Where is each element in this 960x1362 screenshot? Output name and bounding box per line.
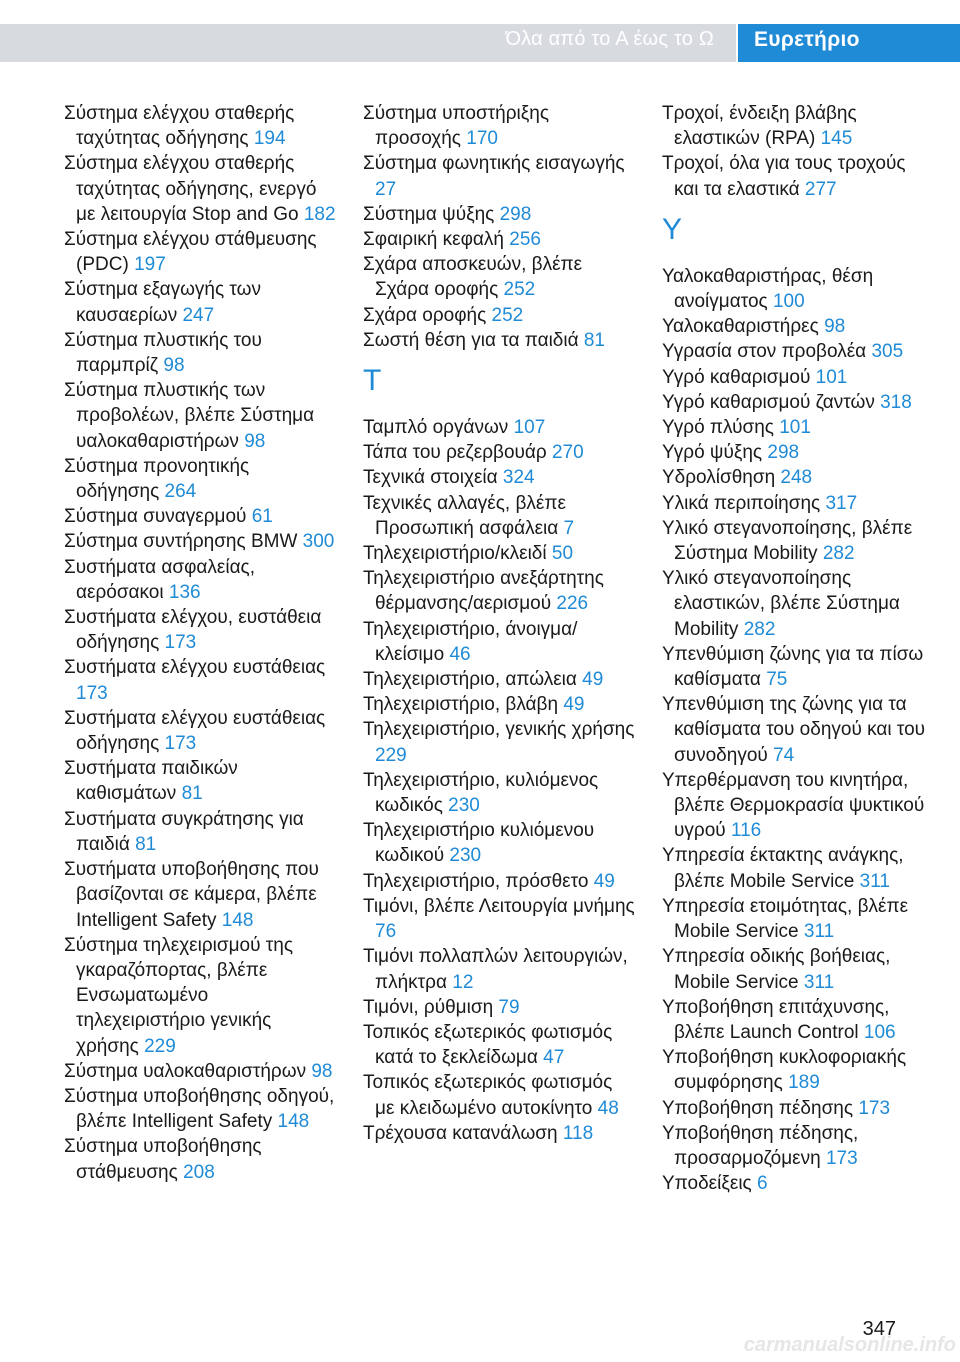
index-entry	[64, 454, 336, 504]
page-link[interactable]: 230	[448, 795, 480, 817]
index-entry-term: Σύστημα εξαγωγής των καυσαερίων	[64, 279, 262, 326]
index-entry	[662, 365, 934, 390]
index-entry	[662, 465, 934, 490]
index-entry-term: Τοπικός εξωτερικός φωτισμός κατά το ξεκλείδωμα	[363, 1021, 613, 1069]
page-link[interactable]: 74	[773, 744, 795, 766]
index-entry	[64, 277, 336, 327]
index-entry	[363, 491, 635, 541]
page-link[interactable]: 98	[163, 355, 185, 377]
index-entry-term: Σχάρα οροφής	[363, 304, 492, 326]
page-link[interactable]: 197	[134, 254, 166, 276]
index-entry	[662, 314, 934, 339]
index-entry-term: Τάπα του ρεζερβουάρ	[363, 442, 552, 464]
index-entry	[662, 1096, 934, 1121]
page-link[interactable]: 12	[452, 971, 474, 993]
page-link[interactable]: 50	[551, 543, 574, 565]
index-entry	[363, 252, 635, 302]
index-entry	[64, 555, 336, 605]
index-entry	[363, 328, 635, 353]
index-entry	[662, 101, 934, 151]
index-entry	[363, 995, 635, 1020]
index-entry	[363, 227, 635, 252]
index-entry	[662, 151, 934, 201]
index-entry	[662, 339, 934, 364]
index-entry	[662, 1121, 934, 1171]
page-footer	[0, 1330, 960, 1362]
page-link[interactable]: 282	[822, 543, 855, 565]
page-link[interactable]: 98	[244, 430, 266, 452]
page-link[interactable]: 324	[502, 467, 535, 489]
index-entry-term: Σύστημα πλυστικής των προβολέων, βλέπε Σύστημα υαλοκαθαριστήρων	[64, 380, 315, 452]
index-entry	[363, 202, 635, 227]
index-entry	[363, 818, 635, 868]
index-entry-term: Υπηρεσία οδικής βοήθειας, Mobile Service	[662, 946, 891, 993]
index-entry-term: Συστήματα υποβοήθησης που βασίζονται σε κάμερα, βλέπε Intelligent Safety	[64, 859, 319, 931]
index-entry	[363, 541, 635, 566]
page-link[interactable]: 101	[779, 417, 811, 439]
index-entry-term: Συστήματα συγκράτησης για παιδιά	[64, 808, 304, 855]
index-entry-term: Σύστημα συντήρησης BMW	[64, 531, 303, 553]
index-tab-label: Ευρετήριο	[754, 28, 860, 51]
index-entry	[363, 440, 635, 465]
index-entry	[662, 944, 934, 994]
index-entry	[64, 328, 336, 378]
page-link[interactable]: 208	[183, 1161, 215, 1183]
index-entry-term: Υδρολίσθηση	[662, 467, 781, 489]
page-link[interactable]: 229	[144, 1035, 176, 1057]
index-entry-term: Υαλοκαθαριστήρας, θέση ανοίγματος	[662, 265, 874, 313]
index-entry	[64, 1059, 336, 1084]
index-entry-term: Υπηρεσία έκτακτης ανάγκης, βλέπε Mobile Service	[662, 845, 904, 892]
page-link[interactable]: 118	[562, 1122, 594, 1144]
index-entry	[64, 1134, 336, 1184]
index-entry-term: Σύστημα υποβοήθησης στάθμευσης	[64, 1136, 262, 1183]
page-link[interactable]: 189	[788, 1072, 820, 1094]
index-entry-term: Τεχνικές αλλαγές, βλέπε Προσωπική ασφάλεια	[363, 492, 566, 539]
index-entry-term: Τηλεχειριστήριο κυλιόμενου κωδικού	[363, 820, 595, 867]
edition-note: Online Edition for Part no. 01402977636 - II/17	[304, 1334, 702, 1355]
index-entry	[64, 605, 336, 655]
page-link[interactable]: 76	[375, 921, 397, 943]
index-entry-term: Υποβοήθηση επιτάχυνσης, βλέπε Launch Control	[662, 996, 890, 1043]
index-entry-term: Τηλεχειριστήριο, βλάβη	[363, 694, 564, 716]
index-entry	[662, 1045, 934, 1095]
page-link[interactable]: 48	[597, 1097, 619, 1119]
index-entry	[64, 504, 336, 529]
index-entry	[363, 617, 635, 667]
index-entry-term: Υγρό πλύσης	[662, 417, 780, 439]
index-entry-term: Τηλεχειριστήριο, πρόσθετο	[363, 870, 594, 892]
index-entry	[64, 101, 336, 151]
index-entry-term: Υπενθύμιση ζώνης για τα πίσω καθίσματα	[662, 643, 924, 691]
index-entry	[64, 706, 336, 756]
page-link[interactable]: 194	[253, 128, 286, 150]
index-entry-term: Τηλεχειριστήριο, άνοιγμα/κλείσιμο	[363, 618, 578, 665]
page-link[interactable]: 170	[466, 128, 498, 150]
index-entry	[64, 807, 336, 857]
index-entry-term: Ταμπλό οργάνων	[363, 417, 514, 439]
page-link[interactable]: 270	[551, 442, 584, 464]
index-entry	[363, 894, 635, 944]
index-entry-term: Σύστημα ελέγχου σταθερής ταχύτητας οδήγησης, ενεργό με λειτουργία Stop and Go	[64, 153, 317, 225]
page-link[interactable]: 81	[583, 329, 605, 351]
index-entry	[662, 843, 934, 893]
index-entry-term: Τηλεχειριστήριο, κυλιόμενος κωδικός	[363, 769, 599, 817]
index-entry	[363, 1020, 635, 1070]
letter-heading-y: Υ	[662, 212, 683, 246]
index-entry-term: Σύστημα τηλεχειρισμού της γκαραζόπορτας, βλέπε Ενσωματωμένο τηλεχειριστήριο γενικής χρήσης	[64, 934, 294, 1057]
index-group-y	[662, 264, 934, 1197]
index-entry	[363, 465, 635, 490]
index-entry-term: Σχάρα αποσκευών, βλέπε Σχάρα οροφής	[363, 254, 583, 301]
index-entry	[363, 768, 635, 818]
index-entry-term: Σύστημα ελέγχου στάθμευσης (PDC)	[64, 229, 317, 276]
page-link[interactable]: 173	[164, 632, 197, 654]
letter-heading-t: Τ	[363, 364, 382, 398]
page-link[interactable]: 298	[499, 203, 532, 225]
index-entry-term: Τιμόνι, βλέπε Λειτουργία μνήμης	[363, 895, 635, 917]
watermark: carmanualsonline.info	[743, 1334, 956, 1356]
index-entry-term: Συστήματα ελέγχου, ευστάθεια οδήγησης	[64, 607, 322, 654]
index-entry-term: Σύστημα υποστήριξης προσοχής	[363, 103, 550, 150]
index-entry-term: Υποβοήθηση κυκλοφοριακής συμφόρησης	[662, 1047, 907, 1094]
page-link[interactable]: 81	[135, 833, 157, 855]
index-entry-term: Σύστημα υαλοκαθαριστήρων	[64, 1060, 312, 1082]
index-entry	[662, 390, 934, 415]
index-entry	[662, 692, 934, 768]
page-link[interactable]: 145	[820, 128, 853, 150]
index-entry	[363, 869, 635, 894]
index-entry-term: Υγρό ψύξης	[662, 442, 768, 464]
index-entry-term: Υπηρεσία ετοιμότητας, βλέπε Mobile Service	[662, 895, 909, 943]
index-entry	[363, 151, 635, 201]
index-entry-term: Συστήματα παιδικών καθισμάτων	[64, 758, 238, 805]
index-entry	[662, 566, 934, 642]
page-link[interactable]: 98	[311, 1060, 333, 1082]
index-entry	[662, 440, 934, 465]
page-link[interactable]: 7	[563, 517, 575, 539]
index-tab[interactable]	[738, 24, 960, 62]
index-entry-term: Σύστημα προνοητικής οδήγησης	[64, 455, 250, 503]
index-entry	[662, 768, 934, 844]
index-entry-term: Υγρό καθαρισμού	[662, 366, 816, 388]
index-entry	[64, 378, 336, 454]
index-group-t	[363, 415, 635, 1146]
index-entry	[363, 692, 635, 717]
index-entry	[64, 529, 336, 554]
page-link[interactable]: 107	[513, 417, 546, 439]
page-link[interactable]: 6	[756, 1173, 768, 1195]
page-link[interactable]: 27	[375, 178, 397, 200]
index-entry	[64, 151, 336, 227]
index-entry	[64, 857, 336, 933]
index-entry-term: Τηλεχειριστήριο, γενικής χρήσης	[363, 719, 635, 741]
index-entry	[363, 303, 635, 328]
index-entry-term: Υλικό στεγανοποίησης ελαστικών, βλέπε Σύστημα Mobility	[662, 568, 900, 640]
page-link[interactable]: 173	[76, 682, 108, 704]
page-link[interactable]: 256	[509, 229, 541, 251]
index-entry	[64, 655, 336, 705]
index-entry	[363, 667, 635, 692]
index-entry-term: Σύστημα ελέγχου σταθερής ταχύτητας οδήγησης	[64, 103, 295, 150]
index-entry-term: Τροχοί, ένδειξη βλάβης ελαστικών (RPA)	[662, 103, 857, 150]
page-link[interactable]: 173	[825, 1147, 858, 1169]
page-link[interactable]: 230	[449, 845, 482, 867]
index-entry-term: Τροχοί, όλα για τους τροχούς και τα ελαστικά	[662, 153, 906, 200]
page-link[interactable]: 49	[582, 669, 604, 691]
page-link[interactable]: 116	[730, 820, 762, 842]
index-entry-term: Σύστημα υποβοήθησης οδηγού, βλέπε Intelligent Safety	[64, 1085, 335, 1133]
page-link[interactable]: 148	[277, 1111, 310, 1133]
index-entry-term: Συστήματα ασφαλείας, αερόσακοι	[64, 556, 255, 603]
index-entry-term: Σύστημα ψύξης	[363, 203, 500, 225]
index-entry-term: Σύστημα συναγερμού	[64, 506, 252, 528]
index-entry-term: Τιμόνι πολλαπλών λειτουργιών, πλήκτρα	[363, 946, 628, 993]
page-link[interactable]: 61	[251, 506, 273, 528]
index-entry-term: Σωστή θέση για τα παιδιά	[363, 329, 584, 351]
index-entry-term: Υγρό καθαρισμού ζαντών	[662, 391, 881, 413]
index-entry-term: Συστήματα ελέγχου ευστάθειας οδήγησης	[64, 707, 326, 755]
page-link[interactable]: 264	[164, 481, 197, 503]
index-entry	[662, 894, 934, 944]
index-entry-term: Τοπικός εξωτερικός φωτισμός με κλειδωμένο αυτοκίνητο	[363, 1072, 613, 1119]
page-link[interactable]: 101	[815, 366, 848, 388]
page-link[interactable]: 81	[181, 783, 203, 805]
page-link[interactable]: 300	[302, 531, 335, 553]
index-entry	[363, 1070, 635, 1120]
index-entry	[662, 1171, 934, 1196]
index-entry	[363, 415, 635, 440]
index-entry-term: Σύστημα φωνητικής εισαγωγής	[363, 153, 625, 175]
page-link[interactable]: 282	[743, 618, 776, 640]
index-column-1	[64, 101, 336, 1185]
index-entry-term: Υπερθέρμανση του κινητήρα, βλέπε Θερμοκρασία ψυκτικού υγρού	[662, 769, 925, 842]
page-number: 347	[862, 1318, 896, 1340]
index-entry-term: Τηλεχειριστήριο/κλειδί	[363, 543, 552, 565]
index-entry-term: Τεχνικά στοιχεία	[363, 467, 503, 489]
index-entry-term: Υπενθύμιση της ζώνης για τα καθίσματα του οδηγού και του συνοδηγού	[662, 694, 926, 766]
page-link[interactable]: 252	[503, 279, 536, 301]
index-entry-term: Υλικά περιποίησης	[662, 492, 826, 514]
index-entry	[662, 642, 934, 692]
index-group-t-end	[662, 101, 934, 202]
index-entry	[363, 1121, 635, 1146]
index-entry-term: Τηλεχειριστήριο ανεξάρτητης θέρμανσης/αερισμού	[363, 568, 604, 615]
index-entry-term: Σφαιρική κεφαλή	[363, 229, 510, 251]
index-entry	[363, 566, 635, 616]
index-entry	[64, 1084, 336, 1134]
page-link[interactable]: 49	[563, 694, 585, 716]
index-entry	[662, 415, 934, 440]
index-entry-term: Υλικό στεγανοποίησης, βλέπε Σύστημα Mobility	[662, 517, 913, 565]
page-link[interactable]: 79	[498, 996, 520, 1018]
index-entry-term: Τηλεχειριστήριο, απώλεια	[363, 669, 583, 691]
index-entry-term: Υποβοήθηση πέδησης	[662, 1097, 859, 1119]
index-entry-term: Υποβοήθηση πέδησης, προσαρμοζόμενη	[662, 1122, 859, 1169]
page-link[interactable]: 148	[221, 909, 254, 931]
page-link[interactable]: 252	[491, 304, 524, 326]
index-entry	[662, 264, 934, 314]
section-title: Όλα από το Α έως το Ω	[505, 28, 714, 50]
index-entry-term: Τιμόνι, ρύθμιση	[363, 996, 499, 1018]
page-link[interactable]: 98	[824, 316, 846, 338]
page-link[interactable]: 106	[863, 1021, 896, 1043]
page-link[interactable]: 173	[164, 733, 197, 755]
index-column-3	[662, 101, 934, 1196]
page-link[interactable]: 49	[593, 870, 615, 892]
index-entry	[363, 717, 635, 767]
index-entry	[363, 101, 635, 151]
page-link[interactable]: 318	[880, 391, 912, 413]
page-link[interactable]: 182	[303, 203, 336, 225]
page-link[interactable]: 311	[803, 971, 835, 993]
page-link[interactable]: 229	[375, 744, 407, 766]
page-link[interactable]: 247	[182, 304, 215, 326]
index-entry-term: Υγρασία στον προβολέα	[662, 341, 872, 363]
page-link[interactable]: 311	[859, 870, 890, 892]
index-columns	[64, 101, 944, 1271]
index-entry-term: Υποδείξεις	[662, 1173, 757, 1195]
page-link[interactable]: 173	[858, 1097, 891, 1119]
index-entry	[662, 491, 934, 516]
page-link[interactable]: 75	[766, 669, 788, 691]
index-entry	[662, 995, 934, 1045]
page-link[interactable]: 46	[449, 643, 471, 665]
page-link[interactable]: 298	[767, 442, 800, 464]
index-entry-term: Σύστημα πλυστικής του παρμπρίζ	[64, 329, 262, 377]
page-link[interactable]: 317	[825, 492, 858, 514]
index-entry	[662, 516, 934, 566]
index-column-2	[363, 101, 635, 1146]
index-entry	[64, 227, 336, 277]
index-entry	[64, 933, 336, 1059]
page-link[interactable]: 100	[772, 291, 805, 313]
index-entry	[64, 756, 336, 806]
index-entry-term: Υαλοκαθαριστήρες	[662, 316, 825, 338]
page-link[interactable]: 47	[543, 1047, 565, 1069]
page-header	[0, 0, 960, 62]
page-link[interactable]: 305	[871, 341, 904, 363]
index-group-s-end	[363, 101, 635, 353]
index-entry-term: Συστήματα ελέγχου ευστάθειας	[64, 657, 326, 679]
page-link[interactable]: 277	[804, 178, 837, 200]
page-link[interactable]: 311	[803, 921, 835, 943]
page-link[interactable]: 136	[168, 581, 201, 603]
index-entry-term: Τρέχουσα κατανάλωση	[363, 1122, 563, 1144]
section-title-bar	[0, 24, 736, 62]
index-entry	[363, 944, 635, 994]
page-link[interactable]: 226	[556, 593, 589, 615]
page-link[interactable]: 248	[780, 467, 813, 489]
